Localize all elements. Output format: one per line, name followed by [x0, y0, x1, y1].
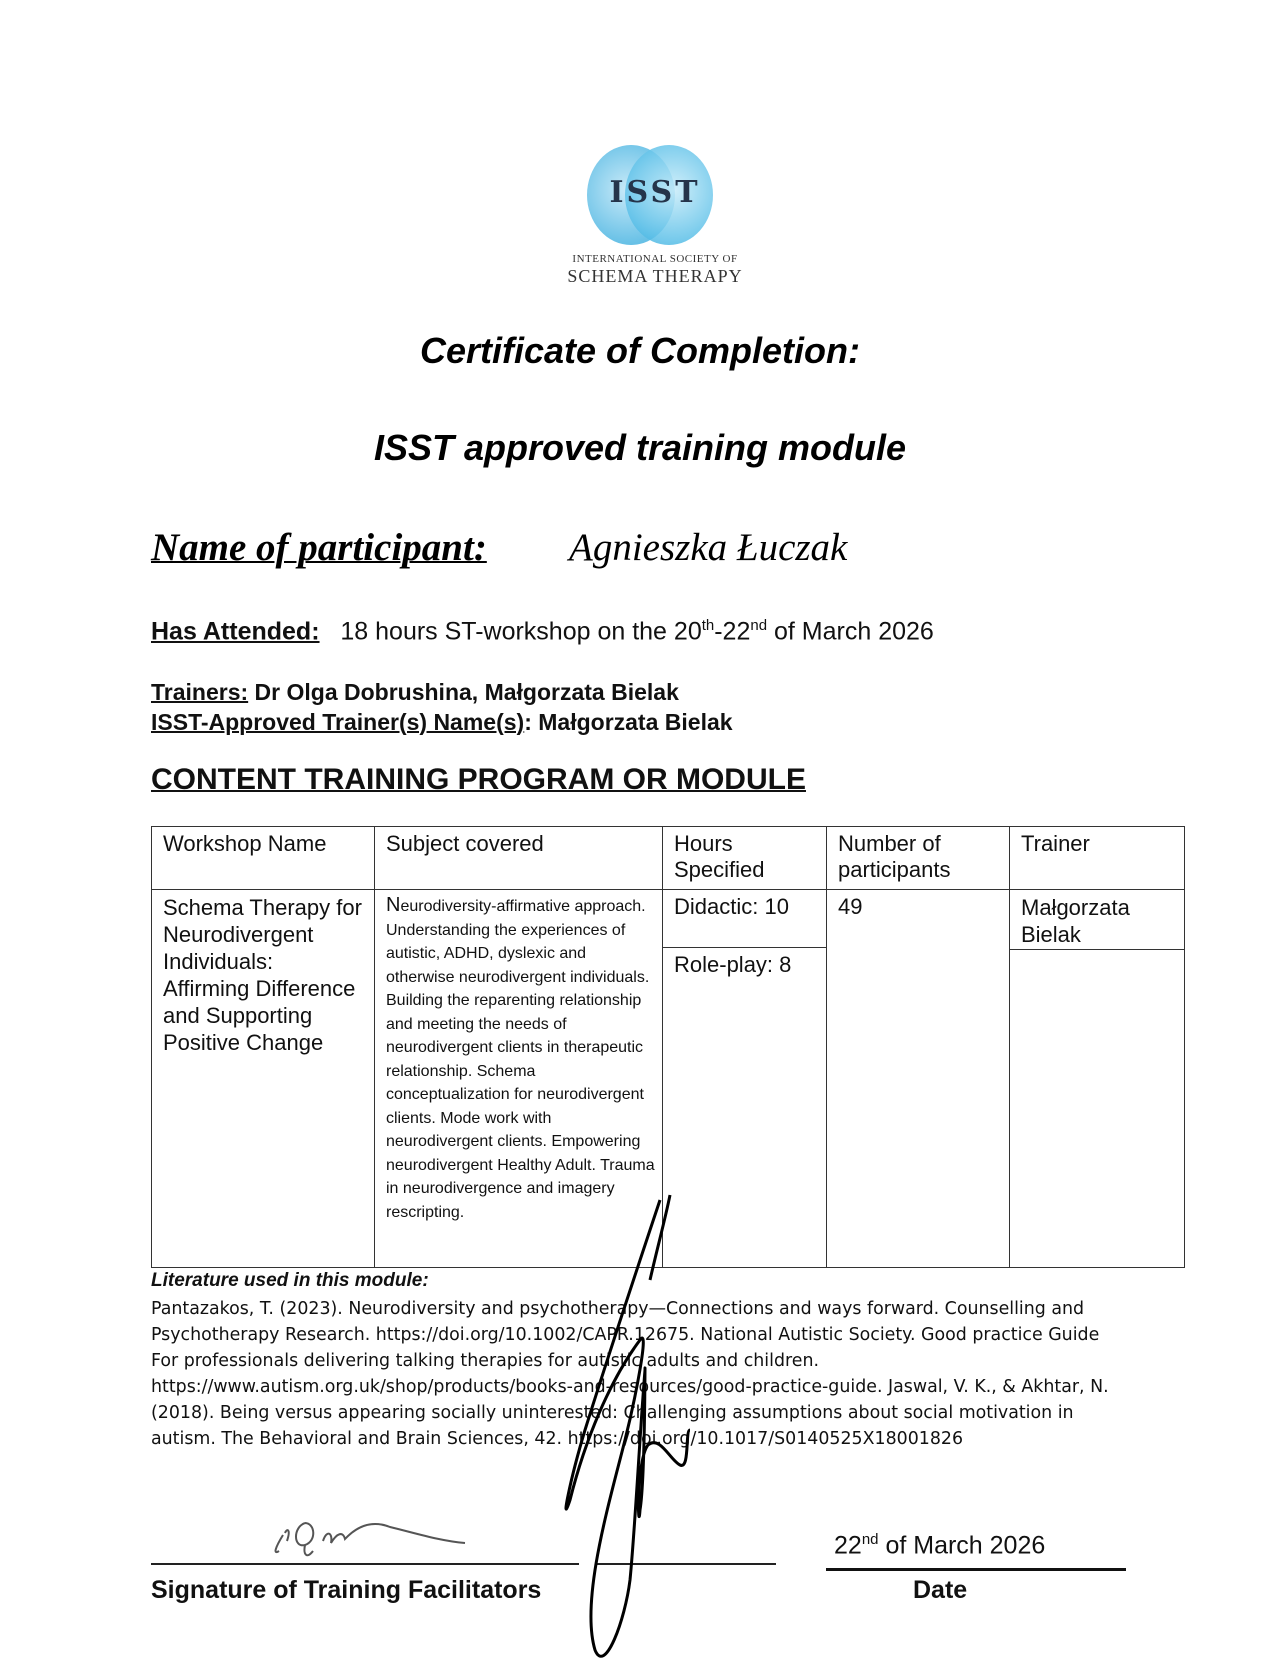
- approved-trainers-row: [151, 707, 733, 737]
- certificate-title: Certificate of Completion:: [419, 330, 860, 371]
- subject-cell: Neurodiversity-affirmative approach. Understanding the experiences of autistic, ADHD, dyslexic and otherwise neurodivergent individuals. Building the reparenting relationship and meeting the needs of neurodivergent clients in therapeutic relationship. Schema conceptualization for neurodivergent clients. Mode work with neurodivergent clients. Empowering neurodivergent Healthy Adult. Trauma in neurodivergence and imagery rescripting.: [375, 890, 663, 1268]
- approved-trainers-label: ISST-Approved Trainer(s) Name(s): [151, 709, 525, 735]
- section-heading: CONTENT TRAINING PROGRAM OR MODULE: [151, 763, 806, 796]
- header-trainer: Trainer: [1010, 827, 1185, 890]
- header-subject-covered: Subject covered: [375, 827, 663, 890]
- header-number-of-participants: Number of participants: [827, 827, 1010, 890]
- literature-text: Pantazakos, T. (2023). Neurodiversity and psychotherapy—Connections and ways forward. Counselling and Psychotherapy Research. https://doi.org/10.1002/CAPR.12675. National Autistic Society. Good practice Guide For professionals delivering talking therapies for autistic adults and children. https://www.autism.org.uk/shop/products/books-and-resources/good-practice-guide. Jaswal, V. K., & Akhtar, N. (2018). Being versus appearing socially uninterested: Challenging assumptions about social motivation in autism. The Behavioral and Brain Sciences, 42. https://doi.org/10.1017/S0140525X18001826: [151, 1299, 1109, 1449]
- trainers-label: Trainers:: [151, 679, 249, 705]
- workshop-name-cell: Schema Therapy for Neurodivergent Individuals: Affirming Difference and Supporting Positive Change: [152, 890, 375, 1268]
- participant-name: Agnieszka Łuczak: [569, 526, 848, 569]
- attended-text: 18 hours ST-workshop on the 20: [340, 617, 702, 646]
- signature-label: Signature of Training Facilitators: [151, 1576, 542, 1604]
- facilitator-signature: [265, 1493, 485, 1563]
- trainer-name: Małgorzata Bielak: [1010, 890, 1184, 950]
- date-label: Date: [913, 1576, 968, 1604]
- trainers-row: [151, 677, 733, 707]
- header-hours-specified: Hours Specified: [663, 827, 827, 890]
- logo-org-line2: SCHEMA THERAPY: [567, 266, 743, 286]
- attended-row: Has Attended: 18 hours ST-workshop on the 20th-22nd of March 2026: [151, 617, 934, 646]
- hours-roleplay: Role-play: 8: [674, 952, 792, 977]
- signature-line: [151, 1563, 579, 1565]
- approved-trainers-value: : Małgorzata Bielak: [524, 709, 733, 735]
- trainer-cell: [1010, 890, 1185, 1268]
- logo-mark: ISST: [609, 175, 701, 210]
- isst-logo: [540, 140, 770, 295]
- literature-label: Literature used in this module:: [151, 1270, 429, 1291]
- trainers-block: [151, 677, 733, 737]
- trainer-signature: [540, 1180, 740, 1663]
- header-workshop-name: Workshop Name: [152, 827, 375, 890]
- certificate-subtitle: ISST approved training module: [373, 427, 907, 468]
- date-line: [826, 1568, 1126, 1571]
- date-value: 22nd of March 2026: [834, 1531, 1046, 1560]
- participant-label: Name of participant:: [151, 526, 487, 569]
- hours-didactic: Didactic: 10: [663, 890, 826, 948]
- trainers-value: Dr Olga Dobrushina, Małgorzata Bielak: [248, 679, 679, 705]
- participant-row: [151, 525, 848, 570]
- attended-label: Has Attended:: [151, 617, 320, 646]
- table-header-row: [152, 827, 1185, 890]
- participants-cell: 49: [827, 890, 1010, 1268]
- logo-org-line1: INTERNATIONAL SOCIETY OF: [572, 253, 738, 265]
